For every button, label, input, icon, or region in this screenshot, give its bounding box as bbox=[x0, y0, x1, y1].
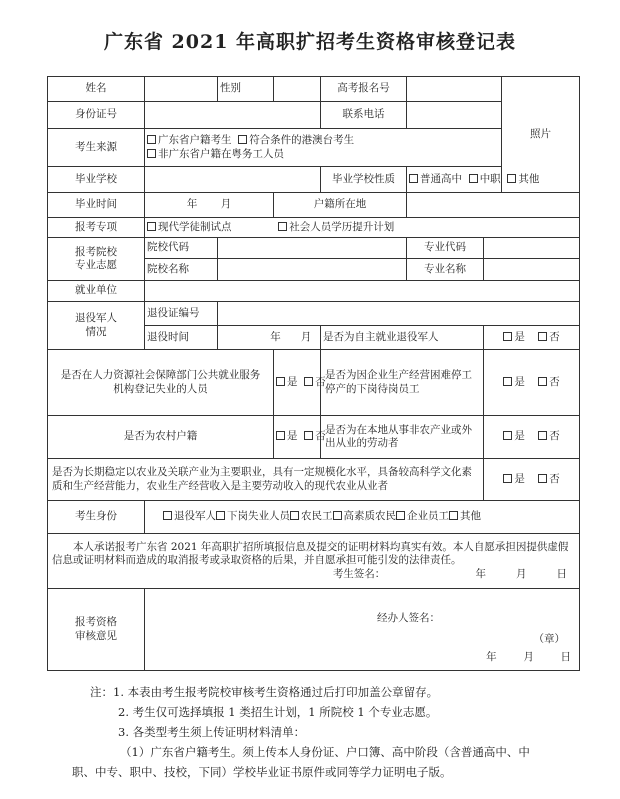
school-code-field[interactable] bbox=[218, 238, 407, 259]
phone-field[interactable] bbox=[407, 102, 502, 129]
self-employed-vet-yes-checkbox[interactable] bbox=[503, 332, 512, 341]
name-label: 姓名 bbox=[48, 77, 145, 102]
employer-field[interactable] bbox=[145, 281, 580, 302]
registered-unemployed-label: 是否在人力资源社会保障部门公共就业服务机构登记失业的人员 bbox=[48, 350, 274, 416]
grad-school-label: 毕业学校 bbox=[48, 167, 145, 193]
veteran-label-line2: 情况 bbox=[85, 325, 107, 338]
laid-off-yes: 是 bbox=[514, 375, 525, 388]
self-employed-vet-no-checkbox[interactable] bbox=[538, 332, 547, 341]
source-options bbox=[145, 129, 502, 167]
form-title: 广东省 2021 年高职扩招考生资格审核登记表 bbox=[103, 31, 517, 53]
review-label bbox=[48, 589, 145, 671]
grad-time-year: 年 bbox=[186, 198, 198, 211]
grad-time-label: 毕业时间 bbox=[48, 193, 145, 218]
migrant-worker-label: 是否为在本地从事非农产业或外出从业的劳动者 bbox=[321, 416, 484, 459]
apply-label bbox=[48, 238, 145, 281]
source-checkbox-1[interactable] bbox=[147, 135, 156, 144]
grad-time-field[interactable] bbox=[145, 193, 274, 218]
major-name-field[interactable] bbox=[484, 259, 580, 281]
school-code-label: 院校代码 bbox=[145, 238, 218, 259]
registered-unemployed-yes-checkbox[interactable] bbox=[276, 377, 285, 386]
discharge-time-label: 退役时间 bbox=[145, 326, 218, 350]
phone-label: 联系电话 bbox=[321, 102, 407, 129]
note-line-1 bbox=[90, 682, 540, 702]
school-type-checkbox-2[interactable] bbox=[469, 174, 478, 183]
note-item-2: 2. 考生仅可选择填报 1 类招生计划，1 所院校 1 个专业志愿。 bbox=[118, 705, 438, 719]
school-type-option-1: 普通高中 bbox=[420, 172, 462, 185]
candidate-sign-day: 日 bbox=[556, 567, 568, 580]
review-date-year: 年 bbox=[486, 651, 497, 663]
exam-no-field[interactable] bbox=[407, 77, 502, 102]
notes-section bbox=[72, 682, 540, 782]
id-no-label: 身份证号 bbox=[48, 102, 145, 129]
identity-checkbox-2[interactable] bbox=[216, 511, 225, 520]
rural-hukou-label: 是否为农村户籍 bbox=[48, 416, 274, 459]
rural-hukou-no-checkbox[interactable] bbox=[304, 431, 313, 440]
name-field[interactable] bbox=[145, 77, 218, 102]
signer-label: 经办人签名： bbox=[377, 612, 440, 624]
special-options bbox=[145, 218, 580, 238]
school-type-option-2: 中职 bbox=[479, 172, 501, 185]
laid-off-yes-checkbox[interactable] bbox=[503, 377, 512, 386]
special-checkbox-1[interactable] bbox=[147, 222, 156, 231]
gender-field[interactable] bbox=[274, 77, 321, 102]
id-no-field[interactable] bbox=[145, 102, 321, 129]
migrant-worker-yes: 是 bbox=[514, 430, 525, 443]
declaration-cell bbox=[48, 534, 580, 589]
migrant-worker-yes-checkbox[interactable] bbox=[503, 431, 512, 440]
candidate-sign-month: 月 bbox=[515, 567, 527, 580]
review-date bbox=[486, 651, 571, 664]
seal-label: （章） bbox=[533, 633, 566, 645]
major-name-label: 专业名称 bbox=[407, 259, 484, 281]
note-item-1: 1. 本表由考生报考院校审核考生资格通过后打印加盖公章留存。 bbox=[113, 685, 439, 699]
declaration-text: 本人承诺报考广东省 2021 年高职扩招所填报信息及提交的证明材料均真实有效。本人自愿承担因提供虚假信息或证明材料而造成的取消报考或录取资格的后果，并自愿承担可能引发的法律责任。 bbox=[52, 541, 569, 567]
school-name-label: 院校名称 bbox=[145, 259, 218, 281]
laid-off-options bbox=[484, 350, 580, 416]
source-checkbox-3[interactable] bbox=[147, 149, 156, 158]
registered-unemployed-no: 否 bbox=[315, 375, 326, 388]
special-checkbox-2[interactable] bbox=[278, 222, 287, 231]
apply-label-line1: 报考院校 bbox=[75, 245, 117, 258]
school-type-option-3: 其他 bbox=[518, 172, 540, 185]
special-option-2: 社会人员学历提升计划 bbox=[289, 220, 395, 233]
farmer-yes-checkbox[interactable] bbox=[503, 474, 512, 483]
photo-label: 照片 bbox=[530, 127, 552, 140]
apply-label-line2: 专业志愿 bbox=[75, 259, 117, 271]
farmer-no: 否 bbox=[549, 472, 560, 485]
notes-prefix: 注： bbox=[90, 685, 113, 699]
identity-checkbox-1[interactable] bbox=[163, 511, 172, 520]
special-label: 报考专项 bbox=[48, 218, 145, 238]
source-label: 考生来源 bbox=[48, 129, 145, 167]
discharge-no-label: 退役证编号 bbox=[145, 302, 218, 326]
candidate-sign-line bbox=[52, 568, 575, 581]
migrant-worker-no: 否 bbox=[549, 430, 560, 443]
registered-unemployed-options bbox=[274, 350, 326, 416]
major-code-field[interactable] bbox=[484, 238, 580, 259]
identity-option-1: 退役军人 bbox=[174, 510, 216, 523]
special-option-1: 现代学徒制试点 bbox=[158, 220, 232, 233]
gender-label: 性别 bbox=[218, 77, 274, 102]
source-option-1: 广东省户籍考生 bbox=[158, 134, 232, 147]
migrant-worker-no-checkbox[interactable] bbox=[538, 431, 547, 440]
farmer-options bbox=[484, 459, 580, 501]
self-employed-vet-no: 否 bbox=[549, 330, 560, 343]
discharge-time-year: 年 bbox=[270, 330, 281, 343]
laid-off-no-checkbox[interactable] bbox=[538, 377, 547, 386]
registered-unemployed-yes: 是 bbox=[287, 375, 298, 388]
discharge-no-field[interactable] bbox=[218, 302, 580, 326]
school-type-options bbox=[407, 167, 540, 193]
school-name-field[interactable] bbox=[218, 259, 407, 281]
candidate-sign-label: 考生签名： bbox=[332, 567, 386, 580]
identity-option-5: 企业员工 bbox=[407, 510, 449, 523]
laid-off-no: 否 bbox=[549, 375, 560, 388]
rural-hukou-options bbox=[274, 416, 326, 459]
note-item-4: （1）广东省户籍考生。须上传本人身份证、户口簿、高中阶段（含普通高中、中职、中专、职中、技校，下同）学校毕业证书原件或同等学力证明电子版。 bbox=[72, 745, 530, 779]
registered-unemployed-no-checkbox[interactable] bbox=[304, 377, 313, 386]
laid-off-label: 是否为因企业生产经营困难停工停产的下岗待岗员工 bbox=[321, 350, 484, 416]
identity-checkbox-5[interactable] bbox=[396, 511, 405, 520]
review-label-line1: 报考资格 bbox=[75, 616, 117, 629]
registration-table bbox=[47, 76, 580, 671]
identity-options bbox=[145, 501, 580, 534]
identity-option-2: 下岗失业人员 bbox=[227, 510, 290, 523]
self-employed-vet-yes: 是 bbox=[514, 330, 525, 343]
source-option-2: 符合条件的港澳台考生 bbox=[249, 134, 355, 147]
veteran-label bbox=[48, 302, 145, 350]
identity-checkbox-6[interactable] bbox=[449, 511, 458, 520]
discharge-time-field[interactable] bbox=[218, 326, 321, 350]
employer-label: 就业单位 bbox=[48, 281, 145, 302]
identity-option-4: 高素质农民 bbox=[343, 510, 396, 523]
review-label-line2: 审核意见 bbox=[75, 629, 117, 642]
rural-hukou-yes: 是 bbox=[287, 430, 298, 443]
grad-time-month: 月 bbox=[220, 198, 232, 211]
farmer-no-checkbox[interactable] bbox=[538, 474, 547, 483]
rural-hukou-no: 否 bbox=[315, 430, 326, 443]
identity-option-3: 农民工 bbox=[301, 510, 333, 523]
self-employed-vet-label: 是否为自主就业退役军人 bbox=[321, 326, 484, 350]
hukou-field[interactable] bbox=[407, 193, 580, 218]
source-checkbox-2[interactable] bbox=[238, 135, 247, 144]
school-type-checkbox-1[interactable] bbox=[409, 174, 418, 183]
farmer-yes: 是 bbox=[514, 472, 525, 485]
identity-label: 考生身份 bbox=[48, 501, 145, 534]
candidate-sign-year: 年 bbox=[475, 567, 486, 580]
self-employed-vet-options bbox=[484, 326, 580, 350]
exam-no-label: 高考报名号 bbox=[321, 77, 407, 102]
identity-option-6: 其他 bbox=[460, 510, 481, 523]
review-date-day: 日 bbox=[560, 651, 572, 663]
veteran-label-line1: 退役军人 bbox=[75, 312, 117, 325]
grad-school-type-label: 毕业学校性质 bbox=[321, 167, 407, 193]
note-item-3: 3. 各类型考生须上传证明材料清单： bbox=[118, 725, 306, 739]
identity-checkbox-4[interactable] bbox=[333, 511, 342, 520]
school-type-checkbox-3[interactable] bbox=[507, 174, 516, 183]
review-field[interactable] bbox=[145, 589, 580, 671]
migrant-worker-options bbox=[484, 416, 580, 459]
rural-hukou-yes-checkbox[interactable] bbox=[276, 431, 285, 440]
review-date-month: 月 bbox=[523, 651, 534, 663]
discharge-time-month: 月 bbox=[300, 330, 312, 343]
hukou-label: 户籍所在地 bbox=[274, 193, 407, 218]
grad-school-field[interactable] bbox=[145, 167, 321, 193]
farmer-label: 是否为长期稳定以农业及关联产业为主要职业，具有一定规模化水平，具备较高科学文化素质和生产经营能力，农业生产经营收入是主要劳动收入的现代农业从业者 bbox=[48, 459, 484, 501]
major-code-label: 专业代码 bbox=[407, 238, 484, 259]
identity-checkbox-3[interactable] bbox=[290, 511, 299, 520]
source-option-3: 非广东省户籍在粤务工人员 bbox=[158, 147, 284, 160]
